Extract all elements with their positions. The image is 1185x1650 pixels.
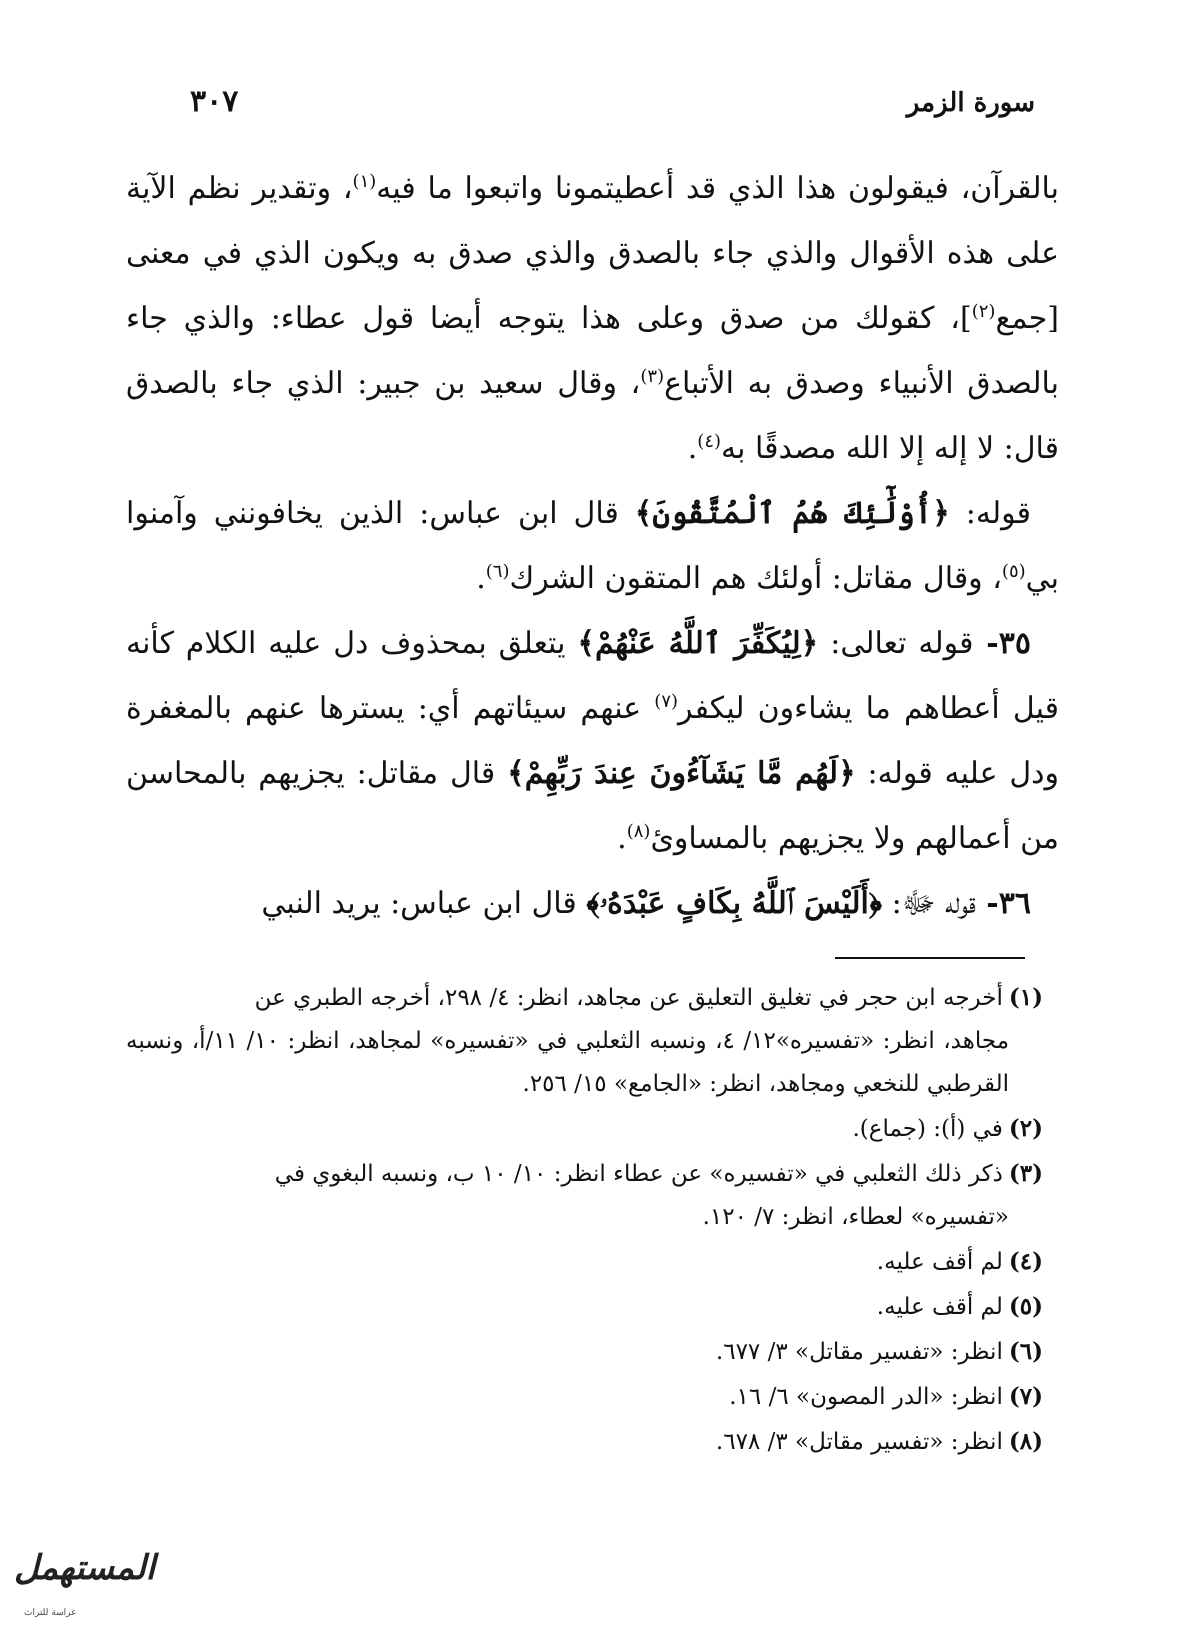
footnote-number: (٥) bbox=[1008, 1293, 1043, 1320]
footnote-number: (١) bbox=[1008, 984, 1043, 1011]
footnote-ref: (٤) bbox=[697, 431, 722, 452]
footnote-1 bbox=[126, 976, 1043, 1106]
text-run: ، وتقدير نظم الآية على هذه الأقوال والذي جاء بالصدق والذي صدق به ويكون الذي في معنى [جمع bbox=[126, 171, 1059, 336]
text-run: قال ابن عباس: الذين يخافونني وآمنوا بي bbox=[126, 496, 1059, 596]
surah-title: سورة الزمر bbox=[906, 88, 1035, 118]
footnote-ref: (٨) bbox=[626, 821, 651, 842]
footnote-7 bbox=[126, 1375, 1043, 1419]
footnote-text: انظر: «تفسير مقاتل» ٣/ ٦٧٧. bbox=[715, 1339, 1003, 1365]
text-run: قال ابن عباس: يريد النبي bbox=[261, 886, 587, 921]
footnote-continuation: «تفسيره» لعطاء، انظر: ٧/ ١٢٠. bbox=[702, 1204, 1009, 1230]
footnote-ref: (٦) bbox=[485, 561, 510, 582]
footnote-number: (٢) bbox=[1008, 1115, 1043, 1142]
footnote-5 bbox=[126, 1285, 1043, 1329]
quran-verse: ﴿لِيُكَفِّرَ ٱللَّهُ عَنْهُمْ﴾ bbox=[577, 626, 819, 661]
footnote-ref: (٧) bbox=[654, 691, 679, 712]
footnote-ref: (٢) bbox=[971, 301, 996, 322]
text-run: ، وقال مقاتل: أولئك هم المتقون الشرك bbox=[509, 561, 1002, 596]
logo-subtext: غراسة للتراث bbox=[24, 1608, 76, 1618]
paragraph-4 bbox=[126, 871, 1059, 936]
verse-number: ٣٥- bbox=[973, 626, 1031, 661]
footnote-text: انظر: «تفسير مقاتل» ٣/ ٦٧٨. bbox=[715, 1429, 1003, 1455]
footnote-number: (٧) bbox=[1008, 1383, 1043, 1410]
text-run: ]، كقولك من صدق وعلى هذا يتوجه أيضا قول عطاء: والذي جاء بالصدق الأنبياء وصدق به الأتباع bbox=[126, 301, 1059, 401]
paragraph-3 bbox=[126, 611, 1059, 871]
text-run: بالقرآن، فيقولون هذا الذي قد أعطيتمونا واتبعوا ما فيه bbox=[376, 171, 1059, 206]
paragraph-2 bbox=[126, 481, 1059, 611]
footnote-4 bbox=[126, 1240, 1043, 1284]
footnote-text: انظر: «الدر المصون» ٦/ ١٦. bbox=[729, 1384, 1003, 1410]
text-run: قوله: bbox=[949, 496, 1031, 531]
footnote-text: لم أقف عليه. bbox=[876, 1249, 1003, 1275]
footnote-6 bbox=[126, 1330, 1043, 1374]
text-run: قوله ﷻ: bbox=[882, 886, 976, 921]
page-header bbox=[150, 78, 1035, 128]
footnote-ref: (٣) bbox=[640, 366, 665, 387]
verse-number: ٣٦- bbox=[975, 886, 1031, 921]
text-run: قوله تعالى: bbox=[818, 626, 974, 661]
quran-verse: ﴿أَلَيْسَ ٱللَّهُ بِكَافٍ عَبْدَهُۥ﴾ bbox=[586, 886, 883, 921]
footnote-3 bbox=[126, 1152, 1043, 1239]
paragraph-1 bbox=[126, 156, 1059, 481]
footnote-continuation: مجاهد، انظر: «تفسيره»١٢/ ٤، ونسبه الثعلبي في «تفسيره» لمجاهد، انظر: ١٠/ ١١/أ، ونسبه القرطبي للنخعي ومجاهد، انظر: «الجامع» ١٥/ ٢٥٦. bbox=[126, 1028, 1010, 1097]
logo-text: المستهمل bbox=[14, 1548, 156, 1588]
text-run: قال مقاتل: يجزيهم بالمحاسن من أعمالهم ولا يجزيهم بالمساوئ bbox=[126, 756, 1059, 856]
footnote-text: لم أقف عليه. bbox=[876, 1294, 1003, 1320]
footnote-ref: (٥) bbox=[1001, 561, 1026, 582]
footnote-8 bbox=[126, 1420, 1043, 1464]
footnote-number: (٨) bbox=[1008, 1428, 1043, 1455]
text-run: . bbox=[617, 821, 627, 856]
text-run: عنهم سيئاتهم أي: يسترها عنهم بالمغفرة ودل عليه قوله: bbox=[126, 691, 1059, 791]
text-run: . bbox=[476, 561, 486, 596]
footnote-number: (٤) bbox=[1008, 1248, 1043, 1275]
footnote-number: (٦) bbox=[1008, 1338, 1043, 1365]
footnote-number: (٣) bbox=[1008, 1160, 1043, 1187]
footnote-2 bbox=[126, 1107, 1043, 1151]
publisher-logo bbox=[8, 1544, 156, 1634]
text-run: . bbox=[687, 431, 698, 466]
footnote-divider bbox=[835, 957, 1025, 959]
page-number: ٣٠٧ bbox=[190, 84, 239, 119]
quran-verse: ﴿لَهُم مَّا يَشَآءُونَ عِندَ رَبِّهِمْ﴾ bbox=[507, 756, 856, 791]
footnote-ref: (١) bbox=[352, 171, 377, 192]
footnote-text: في (أ): (جماع). bbox=[852, 1116, 1003, 1142]
footnote-text: أخرجه ابن حجر في تغليق التعليق عن مجاهد، انظر: ٤/ ٢٩٨، أخرجه الطبري عن bbox=[254, 985, 1003, 1011]
text-run: ، وقال سعيد بن جبير: الذي جاء بالصدق قال: لا إله إلا الله مصدقًا به bbox=[126, 366, 1059, 466]
footnote-text: ذكر ذلك الثعلبي في «تفسيره» عن عطاء انظر: ١٠/ ١٠ ب، ونسبه البغوي في bbox=[274, 1161, 1003, 1187]
footnotes bbox=[126, 976, 1043, 1465]
main-text bbox=[126, 156, 1059, 936]
quran-verse: ﴿أُوْلَٰٓئِكَ هُمُ ٱلْمُتَّقُونَ﴾ bbox=[634, 496, 950, 531]
text-run: يتعلق بمحذوف دل عليه الكلام كأنه قيل أعطاهم ما يشاءون ليكفر bbox=[126, 626, 1060, 726]
